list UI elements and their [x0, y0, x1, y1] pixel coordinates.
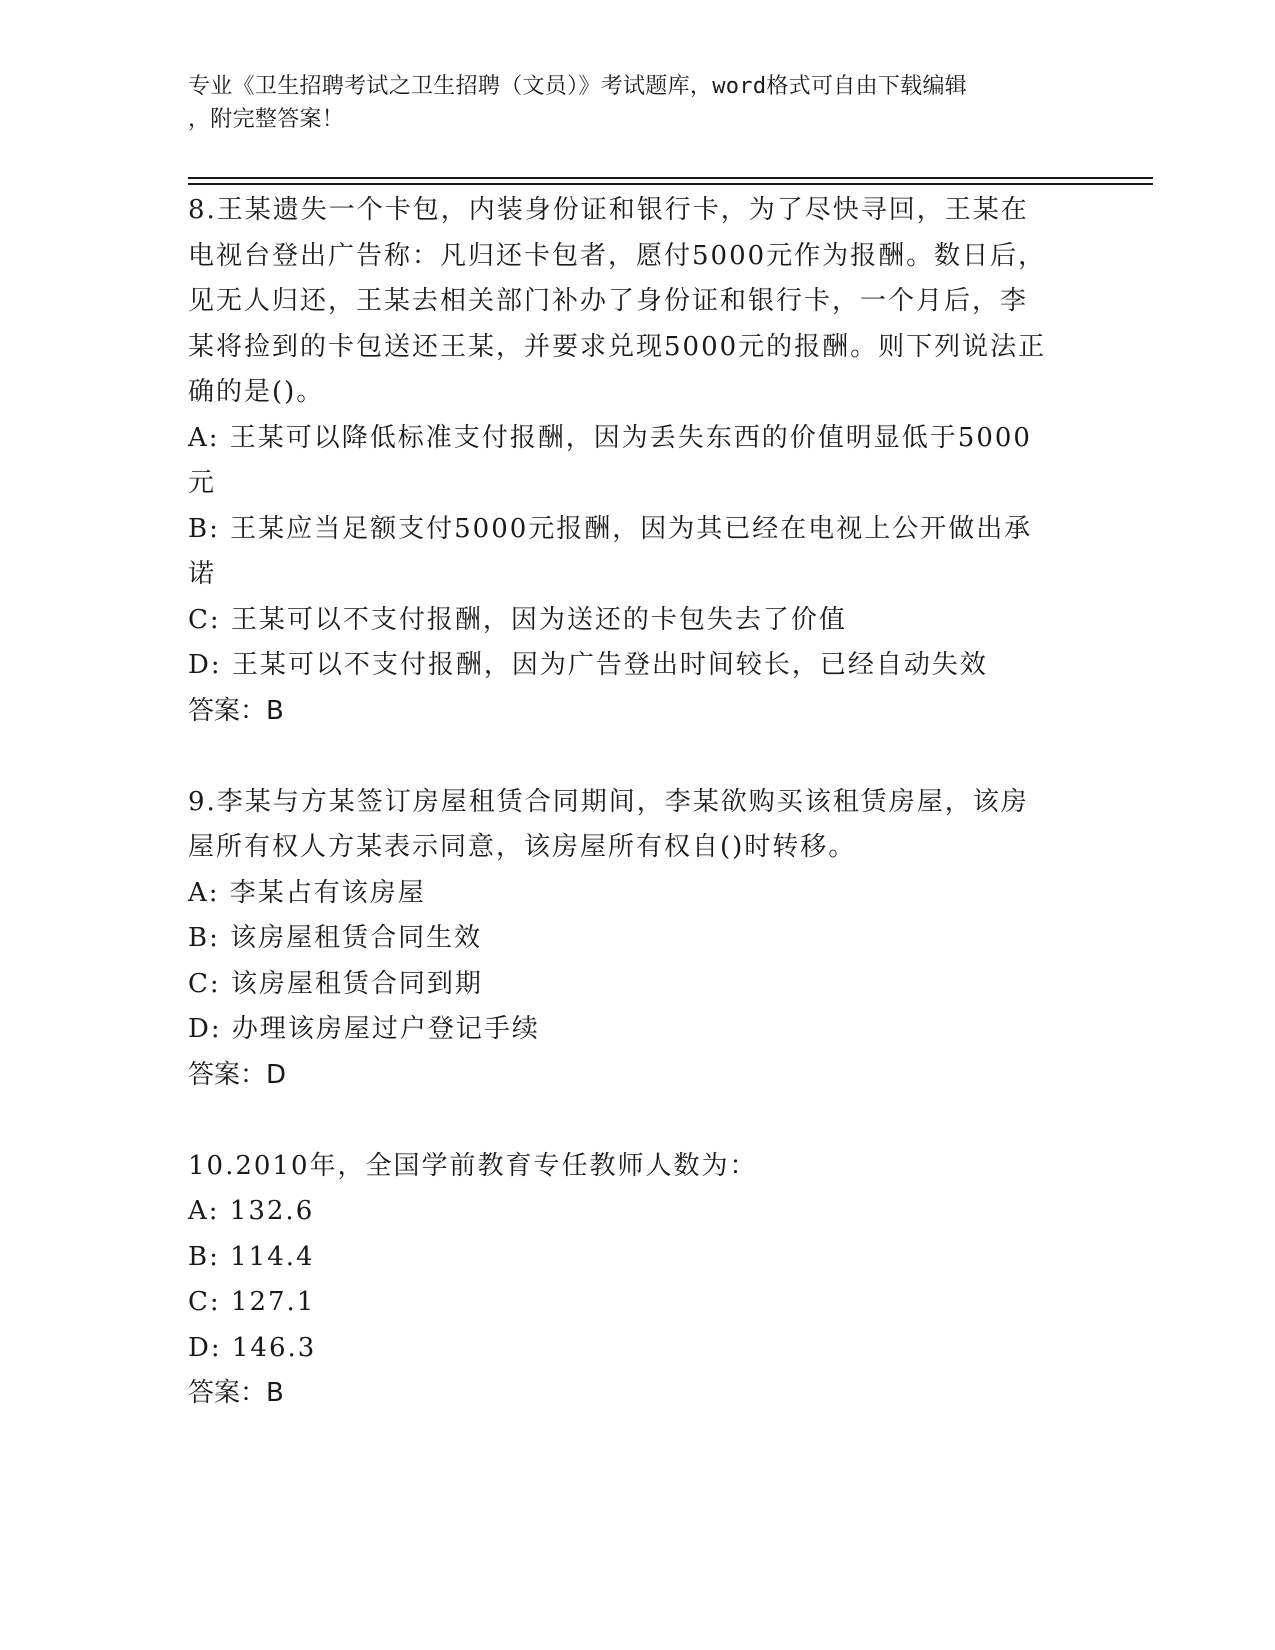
question-10: [188, 1144, 1088, 1417]
option-line: A: 王某可以降低标准支付报酬，因为丢失东西的价值明显低于5000: [188, 422, 1032, 453]
question-stem-line: 见无人归还，王某去相关部门补办了身份证和银行卡，一个月后，李: [188, 286, 1029, 316]
answer-line: 答案：B: [188, 1378, 284, 1408]
question-stem-line: 确的是()。: [188, 377, 325, 407]
option-line: D: 王某可以不支付报酬，因为广告登出时间较长，已经自动失效: [188, 650, 988, 680]
question-stem-line: 某将捡到的卡包送还王某，并要求兑现5000元的报酬。则下列说法正: [188, 331, 1047, 362]
option-line: A: 李某占有该房屋: [188, 877, 426, 908]
option-line: B: 该房屋租赁合同生效: [188, 923, 483, 953]
answer-line: 答案：B: [188, 695, 284, 726]
question-list: [188, 188, 1088, 1417]
option-line: 诺: [188, 559, 217, 589]
header-divider-bottom: [188, 183, 1153, 185]
question-9: [188, 780, 1088, 1099]
header-line-2: ，附完整答案！: [188, 107, 345, 132]
spacer: [188, 734, 1088, 780]
question-8: [188, 188, 1088, 734]
question-stem-line: 10.2010年，全国学前教育专任教师人数为：: [188, 1150, 758, 1181]
option-line: 元: [188, 468, 217, 498]
option-line: A: 132.6: [188, 1196, 315, 1226]
header-divider-top: [188, 177, 1153, 179]
option-line: C: 127.1: [188, 1287, 316, 1317]
question-stem-line: 9.李某与方某签订房屋租赁合同期间，李某欲购买该租赁房屋，该房: [188, 786, 1029, 817]
answer-line: 答案：D: [188, 1059, 287, 1090]
option-line: D: 办理该房屋过户登记手续: [188, 1014, 540, 1044]
option-line: D: 146.3: [188, 1332, 317, 1363]
option-line: C: 该房屋租赁合同到期: [188, 968, 483, 999]
question-stem-line: 屋所有权人方某表示同意，该房屋所有权自()时转移。: [188, 832, 857, 862]
page-header: [188, 70, 1068, 136]
option-line: B: 王某应当足额支付5000元报酬，因为其已经在电视上公开做出承: [188, 513, 1033, 544]
question-stem-line: 8.王某遗失一个卡包，内装身份证和银行卡，为了尽快寻回，王某在: [188, 195, 1029, 225]
option-line: C: 王某可以不支付报酬，因为送还的卡包失去了价值: [188, 604, 847, 635]
question-stem-line: 电视台登出广告称：凡归还卡包者，愿付5000元作为报酬。数日后，: [188, 240, 1047, 271]
header-line-1: 专业《卫生招聘考试之卫生招聘（文员）》考试题库，word格式可自由下载编辑: [188, 74, 968, 99]
option-line: B: 114.4: [188, 1241, 315, 1272]
spacer: [188, 1098, 1088, 1144]
